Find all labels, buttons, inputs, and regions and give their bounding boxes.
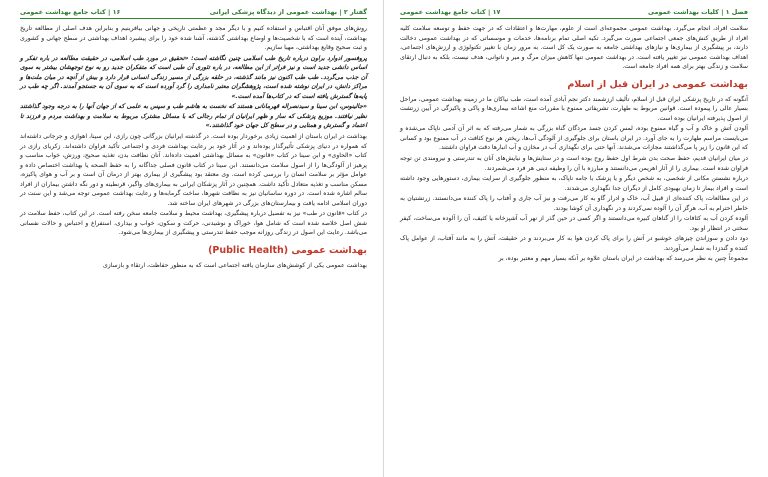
paragraph: دود دادن و سوزاندن چیزهای خوشبو در آتش را برای پاک کردن هوا به کار می‌بردند و در حقیقت، آتش را به مانند آفتاب، از عوامل پاک کننده و گندزدا به شمار می‌آوردند. xyxy=(400,235,748,252)
paragraph: سلامت افراد، انجام می‌گیرد. بهداشت عمومی مجموعه‌ای است از علوم، مهارت‌ها و اعتقادات که در جهت حفظ و توسعه سلامت کلیه افراد از طریق کنش‌های جمعی اجتماعی صورت می‌گیرد. تکیه اصلی تمام برنامه‌ها، خدمات و موسساتی که در بهداشت عمومی دخالت دارند، بر پیشگیری از بیماری‌ها و نیازهای بهداشتی جامعه به صورت یک کل است. به مرور زمان با تغییر تکنولوژی و ارزش‌های اجتماعی، اهداف بهداشت عمومی نیز تغییر یافته است. در بهداشت عمومی تنها کاهش میزان مرگ و میر و ناتوانی، هدف نیست، بلکه به دنبال ارتقای سلامت و زندگی بهتر برای همه افراد جامعه است. xyxy=(400,25,748,71)
left-page-header xyxy=(20,8,367,19)
paragraph: بهداشت عمومی یکی از کوشش‌های سازمان یافته اجتماعی است که به منظور حفاظت، ارتقاء و بازسازی xyxy=(102,262,367,270)
right-header-book: ۱۷ | کتاب جامع بهداشت عمومی xyxy=(400,8,501,16)
paragraph: آلودن آتش و خاک و آب و گیاه ممنوع بوده، لمس کردن جسد مردگان گناه بزرگی به شمار می‌رفته که به اثر آن آدمی ناپاک می‌شده و می‌بایست مراسم طهارت را به جای آورد. در ایران باستان برای جلوگیری از آلودگی آب‌ها، ریختن هر نوع کثافت در آب ممنوع بود و کسانی که این قانون را زیر پا می‌گذاشتند مجازات می‌شدند. آنها حتی برای نگهداری آب در مخازن و آب انبارها دقت فراوان داشتند. xyxy=(400,125,748,152)
right-header-chapter: فصل ۱ | کلیات بهداشت عمومی xyxy=(648,8,748,16)
paragraph: در میان ایرانیان قدیم، حفظ صحت بدن شرط اول حفظ روح بوده است و در ستایش‌ها و نیایش‌های آنان به تندرستی و نیرومندی تن توجه فراوان شده است. بیماری را از آثار اهریمن می‌دانستند و مبارزه با آن را وظیفه دینی هر فرد می‌شمردند. xyxy=(400,155,748,172)
paragraph: بهداشت در ایران باستان از اهمیت زیادی برخوردار بوده است. در گذشته ایرانیان بزرگانی چون رازی، ابن سینا، اهوازی و جرجانی داشته‌اند که همواره در دنیای پزشکی تأثیرگذار بوده‌اند و در آثار خود بر رعایت بهداشت فردی و اجتماعی تأکید فراوان داشته‌اند. زکریای رازی در کتاب «الحاوی» و ابن سینا در کتاب «قانون» به مسائل بهداشتی اهمیت داده‌اند. آنان نظافت بدن، تغذیه صحیح، ورزش، خواب مناسب و پرهیز از آلودگی‌ها را از اصول سلامت می‌دانستند. ابن سینا در کتاب قانون فصلی جداگانه را به حفظ الصحه یا بهداشت اختصاص داده و عوامل مؤثر بر سلامت انسان را بررسی کرده است. وی معتقد بود پیشگیری از بیماری بهتر از درمان آن است و بر آب و هوای پاکیزه، مسکن مناسب و تغذیه متعادل تأکید داشت. همچنین در آثار پزشکان ایرانی به بیماری‌های واگیر، قرنطینه و دور نگه داشتن بیماران از افراد سالم اشاره شده است. در دوره ساسانیان نیز به نظافت شهرها، ساخت گرمابه‌ها و رعایت بهداشت عمومی توجه می‌شد و این سنت در دوران اسلامی ادامه یافت و بیمارستان‌های بزرگی در شهرهای ایران ساخته شد. xyxy=(20,133,367,207)
section-title-pre-islamic: بهداشت عمومی در ایران قبل از اسلام xyxy=(567,78,748,90)
right-page xyxy=(384,0,768,477)
right-page-body xyxy=(400,24,748,264)
right-page-header xyxy=(400,8,748,19)
left-header-book: ۱۶ | کتاب جامع بهداشت عمومی xyxy=(20,8,121,16)
paragraph: روش‌های موفق آنان اقتباس و استفاده کنیم و با دیگر مجد و عظمتی تاریخی و جهانی بیافرینیم و بنابراین هدف اصلی از مطالعه تاریخ بهداشت، آینده است که با شخصیت‌ها و اوضاع بهداشتی گذشته، آشنا شده خود را برای پیشبرد اهداف بهداشتی در سطح جهانی و کشوری و ثبت صحیح وقایع بهداشتی، مهیا سازیم. xyxy=(20,25,367,52)
paragraph: آنگونه که در تاریخ پزشکی ایران قبل از اسلام، تألیف ارزشمند دکتر نجم آبادی آمده است، طب نیاکان ما در زمینه بهداشت عمومی، مراحل بسیار عالی را پیموده است. قوانین مربوط به طهارت، تشریفاتی ممنوع با مقررات منع اشاعه بیماری‌ها و پاکی و پاکیزگی در آیین زرتشت از اصول پذیرفته ایرانیان بوده است. xyxy=(400,95,748,122)
quote-paragraph: «جالینوس، ابن سینا و سیدنصراله قهرمانانی هستند که نخست به هاشم طب و سپس به علمی که از جهان آنها را به درجه وجود گذاشتند نظیر نیافتند. موزیع پزشکی که ساز و ظهر ایرانیان از تمام رجالی که با مسائل مشترک مربوط به سلامت و بهداشت مردم و فرزند تا اعتماد و گسترش و همتایی و در سطح کل جهان خود گذاشتند.» xyxy=(20,103,367,130)
quote-paragraph: پروفسور ادوارد براون درباره تاریخ طب اسلامی چنین نگاشته است: «تحقیق در مورد طب اسلامی، در حقیقت مطالعه در باره تفکر و اساس دانشی جدید است و نیز فراتر از این مطالعه، در باره تئوری آن طبی است که متفکران جدید رو به نوع توجهشان بیشتر به سوی آن جذب می‌گردد. طب طب اکنون نیز مانند گذشته، در حلقه بزرگی از مسیر زندگی انسانی قرار دارد و بیش از آنچه در میان ملت‌ها و مراکز دانش، در ایران نوشته شده است، پژوهشگران معتبر نامداری را گرد آورده است که به سوی آن به جستجو آمدند. اگر چه طب در پایه‌ها گسترش یافته است که در کتاب‌ها آمده است.» xyxy=(20,54,367,100)
paragraph: درباره نشستن مکانی از شخصی، به شخص دیگر و یا پزشک با جامه ناپاک، به منظور جلوگیری از سرایت بیماری، دستورهایی وجود داشته است و افراد بیمار تا زمان بهبودی کامل از دیگران جدا نگهداری می‌شدند. xyxy=(400,175,748,192)
left-header-chapter: گفتار ۲ | بهداشت عمومی از دیدگاه پزشکی ایرانی xyxy=(209,8,367,16)
paragraph: مجموعاً چنین به نظر می‌رسد که بهداشت در ایران باستان علاوه بر آنکه بسیار مهم و معتبر بوده، بر xyxy=(498,255,748,263)
section-title-public-health: بهداشت عمومی (Public Health) xyxy=(208,245,367,257)
paragraph: آلوده کردن آب به کثافات را از گناهان کبیره می‌دانستند و اگر کسی در حین گذر از نهر آب آشپزخانه یا کثیف، آن را آلوده می‌ساخت، کیفر سختی در انتظار او بود. xyxy=(400,215,748,232)
paragraph: در این مطالعات، پاک کننده‌ای از قبیل آب، خاک و ادرار گاو به کار می‌رفت و نیز آب جاری و آفتاب را پاک کننده می‌دانستند. زرتشتیان به خاطر احترام به آب، هرگز آن را آلوده نمی‌کردند و در نگهداری آن کوشا بودند. xyxy=(400,195,748,212)
paragraph: در کتاب «قانون در طب» نیز به تفصیل درباره پیشگیری، بهداشت محیط و سلامت جامعه سخن رفته است. در این کتاب، حفظ سلامت در شش اصل خلاصه شده است که شامل هوا، خوراک و نوشیدنی، حرکت و سکون، خواب و بیداری، استفراغ و احتباس و حالات نفسانی می‌باشد. رعایت این اصول در زندگی روزانه موجب حفظ تندرستی و پیشگیری از بیماری‌ها می‌شود. xyxy=(20,210,367,237)
left-page-body xyxy=(20,24,367,271)
